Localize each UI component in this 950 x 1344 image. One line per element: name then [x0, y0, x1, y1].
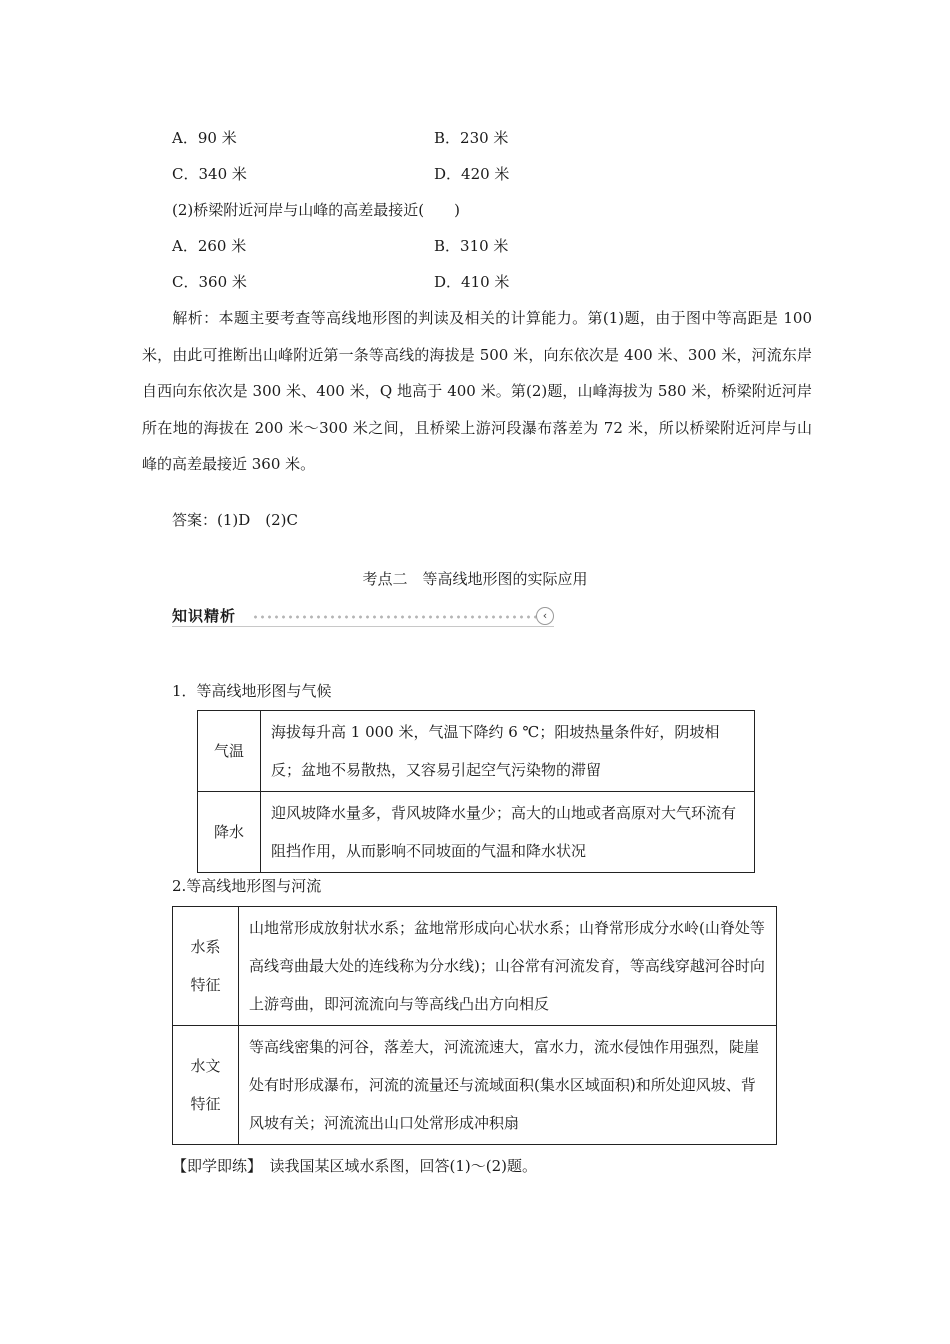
- climate-table: [197, 710, 755, 873]
- answer-line: 答案：(1)D (2)C: [172, 511, 298, 529]
- table-row: [173, 1026, 777, 1145]
- table-head-cell: [173, 1026, 239, 1145]
- table-content-cell: 山地常形成放射状水系；盆地常形成向心状水系；山脊常形成分水岭(山脊处等高线弯曲最大处的连线称为分水线)；山谷常有河流发育，等高线穿越河谷时向上游弯曲，即河流流向与等高线凸出方向相反: [239, 907, 777, 1026]
- table-row: [173, 907, 777, 1026]
- banner-label: 知识精析: [172, 607, 237, 625]
- table-head-cell: 降水: [198, 792, 261, 873]
- subsection-1-title: 1．等高线地形图与气候: [172, 682, 332, 700]
- river-table: [172, 906, 777, 1145]
- table-head-cell: 气温: [198, 711, 261, 792]
- q1-option-a: A．90 米: [172, 129, 237, 147]
- table-row: [198, 792, 755, 873]
- q2-option-c: C．360 米: [172, 273, 247, 291]
- q1-option-d: D．420 米: [434, 165, 510, 183]
- q2-option-d: D．410 米: [434, 273, 510, 291]
- subsection-2-title: 2.等高线地形图与河流: [172, 877, 322, 895]
- practice-text: 读我国某区域水系图，回答(1)～(2)题。: [254, 1157, 538, 1175]
- q2-option-a: A．260 米: [172, 237, 247, 255]
- q1-option-b: B．230 米: [434, 129, 509, 147]
- banner-dots: [252, 615, 536, 619]
- analysis-text: 解析：本题主要考查等高线地形图的判读及相关的计算能力。第(1)题，由于图中等高距是 100 米，由此可推断出山峰附近第一条等高线的海拔是 500 米，向东依次是 400 米、300 米，河流东岸自西向东依次是 300 米、400 米，Q 地高于 400 米。第(2)题，山峰海拔为 580 米，桥梁附近河岸所在地的海拔在 200 米～300 米之间，且桥梁上游河段瀑布落差为 72 米，所以桥梁附近河岸与山峰的高差最接近 360 米。: [142, 309, 812, 473]
- banner-underline: [172, 626, 554, 627]
- q2-stem: (2)桥梁附近河岸与山峰的高差最接近( ): [172, 201, 460, 219]
- chevron-left-icon: ‹: [536, 607, 554, 625]
- analysis-paragraph: [142, 300, 812, 483]
- table-row: [198, 711, 755, 792]
- table-content-cell: 迎风坡降水量多，背风坡降水量少；高大的山地或者高原对大气环流有阻挡作用，从而影响不同坡面的气温和降水状况: [261, 792, 755, 873]
- table-head-cell: [173, 907, 239, 1026]
- table-content-cell: 海拔每升高 1 000 米，气温下降约 6 ℃；阳坡热量条件好，阴坡相反；盆地不易散热，又容易引起空气污染物的滞留: [261, 711, 755, 792]
- knowledge-banner: [172, 605, 554, 627]
- q2-option-b: B．310 米: [434, 237, 509, 255]
- section-title: 考点二 等高线地形图的实际应用: [362, 570, 588, 588]
- head-line: 水文: [190, 1057, 221, 1075]
- table-content-cell: 等高线密集的河谷，落差大，河流流速大，富水力，流水侵蚀作用强烈，陡崖处有时形成瀑布，河流的流量还与流域面积(集水区域面积)和所处迎风坡、背风坡有关；河流流出山口处常形成冲积扇: [239, 1026, 777, 1145]
- head-line: 特征: [190, 976, 221, 994]
- q1-option-c: C．340 米: [172, 165, 247, 183]
- head-line: 水系: [190, 938, 221, 956]
- head-line: 特征: [190, 1095, 221, 1113]
- practice-label: 【即学即练】: [172, 1157, 255, 1175]
- practice-line: [172, 1155, 537, 1176]
